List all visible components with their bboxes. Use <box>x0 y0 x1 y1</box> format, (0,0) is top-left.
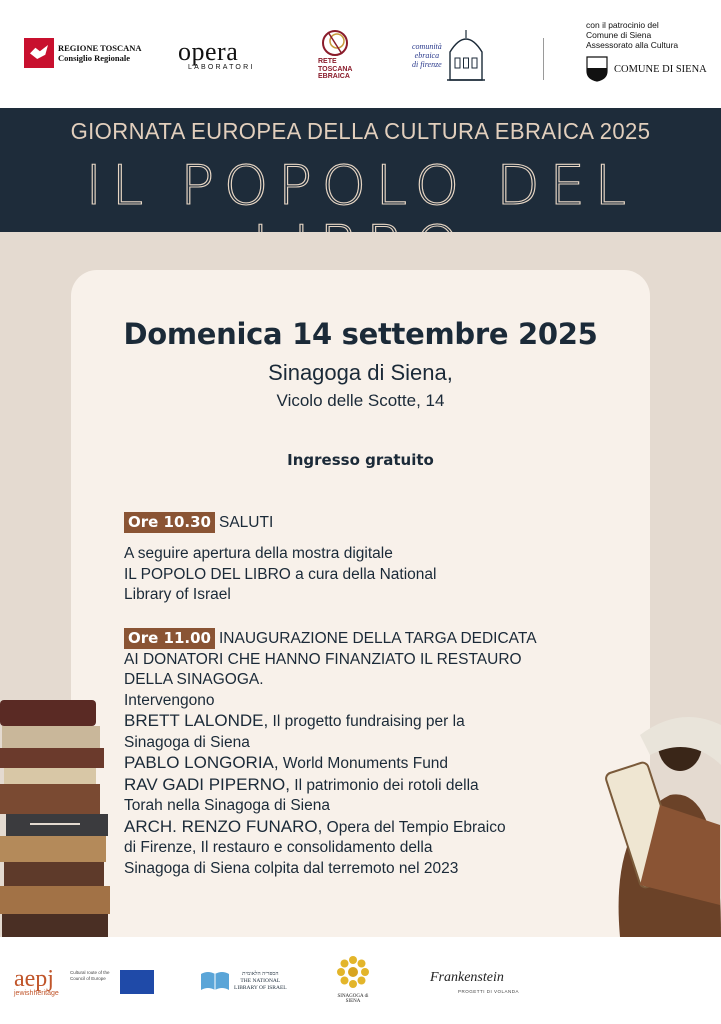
aepj-logo <box>14 968 59 997</box>
follow-line-2: IL POPOLO DEL LIBRO a cura della National <box>124 565 437 583</box>
speaker-1 <box>124 711 604 733</box>
firenze-line2: ebraica <box>414 50 440 60</box>
firenze-line1: comunità <box>412 41 442 51</box>
sinagoga-label: SINAGOGA di SIENA <box>337 994 369 1004</box>
speaker-4-topic-2: di Firenze, Il restauro e consolidamento della <box>124 839 433 856</box>
patrocinio-line2: Comune di Siena <box>586 30 652 40</box>
speaker-3-topic-2: Torah nella Sinagoga di Siena <box>124 797 330 814</box>
speaker-3 <box>124 775 604 797</box>
rete-line1: RETE <box>318 58 337 65</box>
aepj-word: aepj <box>14 966 54 992</box>
item2-line-c: DELLA SINAGOGA. <box>124 671 264 688</box>
patrocinio-line1: con il patrocinio del <box>586 20 659 30</box>
entry-info: Ingresso gratuito <box>287 451 434 469</box>
sun-flower-icon <box>336 955 370 989</box>
program-item-1 <box>124 512 604 534</box>
speaker-2 <box>124 753 604 775</box>
header-divider <box>543 38 544 80</box>
nli-line3: LIBRARY OF ISRAEL <box>234 984 287 991</box>
books-stack-illustration <box>0 700 112 937</box>
siena-shield-icon <box>586 56 608 82</box>
speaker-4-name: ARCH. RENZO FUNARO, <box>124 816 323 836</box>
speaker-1-topic: Il progetto fundraising per la <box>268 713 465 730</box>
opera-laboratori-logo <box>178 37 255 71</box>
frankenstein-logo: Frankenstein <box>430 970 504 985</box>
regione-line1: REGIONE TOSCANA <box>58 43 142 53</box>
speaker-4-topic: Opera del Tempio Ebraico <box>322 818 506 836</box>
event-address: Vicolo delle Scotte, 14 <box>276 391 445 410</box>
comune-di-siena-logo <box>586 56 707 82</box>
speaker-3-topic: Il patrimonio dei rotoli della <box>289 776 479 794</box>
item1-title: SALUTI <box>219 514 274 531</box>
rete-line2: TOSCANA <box>318 65 353 73</box>
speaker-2-topic: World Monuments Fund <box>278 755 449 772</box>
regione-toscana-logo <box>24 38 142 68</box>
event-date: Domenica 14 settembre 2025 <box>123 317 598 351</box>
sinagoga-siena-logo <box>330 955 376 1004</box>
open-book-icon <box>200 970 230 992</box>
patrocinio-line3: Assessorato alla Cultura <box>586 40 679 50</box>
speaker-2-name: PABLO LONGORIA, <box>124 753 279 772</box>
speaker-3-name: RAV GADI PIPERNO, <box>124 774 290 794</box>
banner-title: GIORNATA EUROPEA DELLA CULTURA EBRAICA 2025 <box>70 118 651 144</box>
follow-line-1: A seguire apertura della mostra digitale <box>124 545 393 562</box>
program-item-1-details <box>124 544 604 606</box>
rete-menorah-icon <box>318 28 352 58</box>
speaker-1-topic-2: Sinagoga di Siena <box>124 733 250 751</box>
comune-label: COMUNE DI SIENA <box>614 63 707 75</box>
item2-line-b: AI DONATORI CHE HANNO FINANZIATO IL RESTAURO <box>124 650 522 668</box>
patrocinio-text <box>586 20 678 50</box>
rete-toscana-ebraica-logo <box>318 28 352 81</box>
opera-word: opera <box>178 37 239 66</box>
council-of-europe-icon <box>120 970 154 994</box>
regione-line2: Consiglio Regionale <box>58 53 131 63</box>
program-item-2 <box>124 628 604 879</box>
toscana-pegasus-icon <box>24 38 54 68</box>
banner-logo-text: IL POPOLO DEL <box>85 154 636 217</box>
follow-line-3: Library of Israel <box>124 586 231 603</box>
item2-line-a: INAUGURAZIONE DELLA TARGA DEDICATA <box>219 630 537 647</box>
speaker-4-topic-3: Sinagoga di Siena colpita dal terremoto nel 2023 <box>124 859 459 877</box>
national-library-logo <box>200 970 287 992</box>
time-badge-2: Ore 11.00 <box>124 628 215 649</box>
firenze-line3: di firenze <box>412 59 442 69</box>
speaker-4 <box>124 817 604 839</box>
torah-reader-illustration <box>600 705 721 937</box>
frankenstein-sub: PROGETTI DI VOLANDA <box>458 989 520 994</box>
aepj-route-text: Cultural route of the Council of Europe <box>70 970 110 981</box>
speakers-label: Intervengono <box>124 691 215 709</box>
speaker-1-name: BRETT LALONDE, <box>124 711 269 730</box>
synagogue-icon <box>444 28 488 82</box>
nli-line1: הספריה הלאומית <box>242 970 279 977</box>
time-badge-1: Ore 10.30 <box>124 512 215 533</box>
event-place: Sinagoga di Siena, <box>268 360 453 385</box>
comunita-ebraica-firenze-logo <box>412 28 488 82</box>
opera-sub: LABORATORI <box>188 64 255 71</box>
rete-line3: EBRAICA <box>318 73 350 80</box>
nli-line2: THE NATIONAL <box>240 977 281 984</box>
aepj-sub: jewishheritage <box>14 990 59 997</box>
